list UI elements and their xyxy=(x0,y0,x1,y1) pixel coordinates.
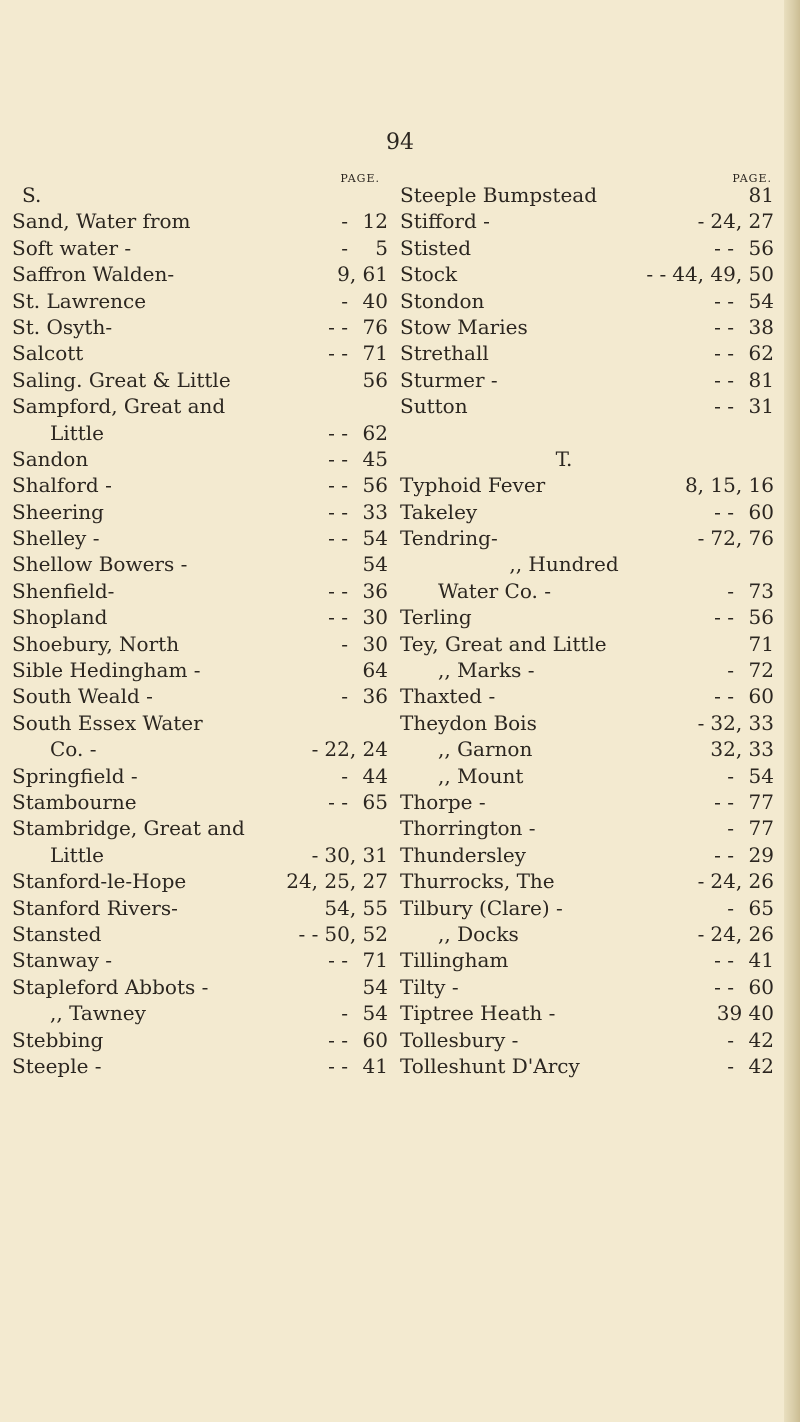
index-entry xyxy=(12,815,388,841)
entry-name: Shelley - xyxy=(12,526,100,551)
entry-name: Tillingham xyxy=(400,948,509,973)
index-entry xyxy=(12,895,388,921)
entry-name: Shoebury, North xyxy=(12,631,180,656)
index-entry xyxy=(400,736,774,762)
entry-leader: - - xyxy=(714,842,734,867)
entry-name: ,, Mount xyxy=(438,763,524,788)
entry-name: Thaxted - xyxy=(400,684,496,709)
index-entry xyxy=(12,525,388,551)
entry-pages: 50, 52 xyxy=(324,921,388,946)
index-entry xyxy=(12,868,388,894)
entry-leader: - - xyxy=(328,789,348,814)
entry-pages: 56 xyxy=(748,235,774,260)
entry-pages: 65 xyxy=(748,895,774,920)
index-entry xyxy=(12,763,388,789)
entry-name: Thundersley xyxy=(400,842,526,867)
entry-pages: 40 xyxy=(362,288,388,313)
entry-pages: 54 xyxy=(362,974,388,999)
entry-name: Stambridge, Great and xyxy=(12,816,245,841)
index-entry xyxy=(12,1000,388,1026)
index-entry xyxy=(400,604,774,630)
index-entry xyxy=(400,261,774,287)
entry-leader: - - xyxy=(328,446,348,471)
entry-name: Salcott xyxy=(12,341,84,366)
entry-pages: 60 xyxy=(748,974,774,999)
entry-leader: - xyxy=(311,737,319,762)
index-entry xyxy=(12,446,388,472)
index-entry xyxy=(12,710,388,736)
entry-leader: - xyxy=(727,763,734,788)
entry-name: Saling. Great & Little xyxy=(12,367,231,392)
entry-pages: 29 xyxy=(748,842,774,867)
entry-name: Tolleshunt D'Arcy xyxy=(400,1053,580,1078)
entry-pages: 30 xyxy=(362,631,388,656)
entry-leader: - xyxy=(697,526,705,551)
entry-name: Sheering xyxy=(12,499,104,524)
entry-leader: - - xyxy=(328,605,348,630)
entry-pages: 54 xyxy=(748,288,774,313)
entry-name: Tollesbury - xyxy=(400,1027,519,1052)
entry-name: Takeley xyxy=(400,499,478,524)
entry-name: ,, Garnon xyxy=(438,737,533,762)
entry-leader: - xyxy=(697,869,705,894)
index-entry xyxy=(400,895,774,921)
entry-leader: - - xyxy=(328,499,348,524)
entry-name: Stow Maries xyxy=(400,314,528,339)
index-entry xyxy=(12,736,388,762)
entry-leader: - xyxy=(697,209,705,234)
entry-pages: 54 xyxy=(748,763,774,788)
entry-name: T. xyxy=(555,446,573,471)
entry-leader: - xyxy=(341,763,348,788)
entry-name: South Essex Water xyxy=(12,710,203,735)
entry-name: Tiptree Heath - xyxy=(400,1001,556,1026)
entry-pages: 73 xyxy=(748,578,774,603)
page-column-label: PAGE. xyxy=(732,172,772,185)
entry-pages: 24, 25, 27 xyxy=(286,869,388,894)
entry-name: Little xyxy=(50,420,104,445)
entry-pages: 38 xyxy=(748,314,774,339)
entry-pages: 9, 61 xyxy=(337,262,388,287)
entry-pages: 60 xyxy=(748,684,774,709)
entry-name: Thorrington - xyxy=(400,816,536,841)
entry-leader: - xyxy=(341,684,348,709)
index-entry xyxy=(400,868,774,894)
entry-leader: - - xyxy=(714,235,734,260)
index-entry xyxy=(12,974,388,1000)
entry-name: Stanway - xyxy=(12,948,112,973)
index-entry xyxy=(400,393,774,419)
entry-pages: 65 xyxy=(362,789,388,814)
entry-pages: 60 xyxy=(362,1027,388,1052)
entry-name: Thurrocks, The xyxy=(400,869,555,894)
index-entry xyxy=(400,472,774,498)
entry-name: Shellow Bowers - xyxy=(12,552,188,577)
entry-leader: - - xyxy=(646,262,667,287)
entry-leader: - xyxy=(727,1053,734,1078)
entry-leader: - - xyxy=(328,1027,348,1052)
entry-leader: - xyxy=(341,288,348,313)
entry-name: Stock xyxy=(400,262,458,287)
entry-pages: 42 xyxy=(748,1053,774,1078)
entry-name: Steeple Bumpstead xyxy=(400,183,598,207)
entry-pages: 31 xyxy=(748,394,774,419)
entry-leader: - - xyxy=(714,684,734,709)
index-entry xyxy=(400,420,774,446)
entry-pages: 81 xyxy=(748,367,774,392)
entry-leader: - xyxy=(727,658,734,683)
entry-name: ,, Marks - xyxy=(438,658,535,683)
entry-pages: 24, 26 xyxy=(710,869,774,894)
entry-pages: 54 xyxy=(362,552,388,577)
entry-name: Strethall xyxy=(400,341,489,366)
entry-pages: 8, 15, 16 xyxy=(684,473,774,498)
index-entry xyxy=(400,499,774,525)
entry-leader: - - xyxy=(714,314,734,339)
index-entry xyxy=(12,340,388,366)
entry-name: Typhoid Fever xyxy=(400,473,546,498)
page-edge xyxy=(784,0,800,1422)
entry-name: Co. - xyxy=(50,737,97,762)
entry-pages: 54 xyxy=(362,1001,388,1026)
index-column-right xyxy=(400,172,774,1079)
entry-pages: 22, 24 xyxy=(324,737,388,762)
entry-pages: 56 xyxy=(362,367,388,392)
entry-pages: 41 xyxy=(362,1053,388,1078)
index-entry xyxy=(400,974,774,1000)
entry-name: Sible Hedingham - xyxy=(12,658,201,683)
entry-pages: 71 xyxy=(362,341,388,366)
index-entry xyxy=(400,235,774,261)
entry-pages: 56 xyxy=(748,605,774,630)
entry-pages: 32, 33 xyxy=(710,710,774,735)
entry-leader: - xyxy=(341,1001,348,1026)
index-entry xyxy=(400,842,774,868)
entry-leader: - - xyxy=(328,420,348,445)
entry-name: Stondon xyxy=(400,288,485,313)
page-column-label: PAGE. xyxy=(340,172,380,185)
entry-name: Springfield - xyxy=(12,763,138,788)
entry-pages: 62 xyxy=(362,420,388,445)
index-entry xyxy=(400,314,774,340)
index-entry xyxy=(400,288,774,314)
entry-name: Tilbury (Clare) - xyxy=(400,895,563,920)
index-entry xyxy=(12,499,388,525)
index-entry xyxy=(400,710,774,736)
entry-leader: - - xyxy=(714,789,734,814)
entry-name: Terling xyxy=(400,605,472,630)
index-entry xyxy=(12,1027,388,1053)
entry-pages: 39 40 xyxy=(716,1001,774,1026)
entry-leader: - - xyxy=(298,921,319,946)
entry-leader: - xyxy=(727,1027,734,1052)
entry-pages: 72 xyxy=(748,658,774,683)
entry-leader: - - xyxy=(328,473,348,498)
entry-pages: 36 xyxy=(362,684,388,709)
entry-leader: - - xyxy=(328,341,348,366)
index-entry xyxy=(12,921,388,947)
entry-name: Sandon xyxy=(12,446,89,471)
entry-pages: 45 xyxy=(362,446,388,471)
entry-pages: 56 xyxy=(362,473,388,498)
index-entry xyxy=(400,683,774,709)
entry-name: Saffron Walden- xyxy=(12,262,175,287)
index-entry xyxy=(12,1053,388,1079)
entry-name: ,, Docks xyxy=(438,921,519,946)
entry-name: Stifford - xyxy=(400,209,490,234)
entry-name: ,, Hundred xyxy=(509,552,619,577)
entry-name: St. Lawrence xyxy=(12,288,147,313)
entry-leader: - - xyxy=(714,499,734,524)
entry-name: Sutton xyxy=(400,394,468,419)
entry-leader: - - xyxy=(328,1053,348,1078)
entry-pages: 24, 26 xyxy=(710,921,774,946)
entry-pages: 71 xyxy=(748,631,774,656)
entry-leader: - xyxy=(341,235,348,260)
entry-leader: - - xyxy=(714,288,734,313)
index-entry xyxy=(12,683,388,709)
entry-leader: - - xyxy=(714,367,734,392)
entry-name: Stambourne xyxy=(12,789,137,814)
index-entry xyxy=(12,551,388,577)
entry-pages: 44, 49, 50 xyxy=(672,262,774,287)
entry-leader: - xyxy=(697,710,705,735)
entry-pages: 30 xyxy=(362,605,388,630)
index-entry xyxy=(12,420,388,446)
entry-pages: 12 xyxy=(362,209,388,234)
index-entry xyxy=(400,340,774,366)
entry-leader: - xyxy=(727,578,734,603)
entry-leader: - xyxy=(311,842,319,867)
entry-name: Tendring- xyxy=(400,526,498,551)
entry-name: S. xyxy=(22,183,42,207)
entry-pages: 64 xyxy=(362,658,388,683)
index-entry xyxy=(400,182,774,208)
entry-name: South Weald - xyxy=(12,684,153,709)
entry-leader: - - xyxy=(714,341,734,366)
entry-name: Stebbing xyxy=(12,1027,104,1052)
entry-pages: 81 xyxy=(748,183,774,207)
entry-pages: 24, 27 xyxy=(710,209,774,234)
entry-name: Sturmer - xyxy=(400,367,498,392)
entry-pages: 76 xyxy=(362,314,388,339)
entry-name: Tilty - xyxy=(400,974,459,999)
entry-name: Soft water - xyxy=(12,235,132,260)
entry-pages: 60 xyxy=(748,499,774,524)
entry-name: Sampford, Great and xyxy=(12,394,226,419)
entry-leader: - - xyxy=(328,314,348,339)
entry-leader: - - xyxy=(714,974,734,999)
entry-leader: - - xyxy=(328,578,348,603)
index-entry xyxy=(12,208,388,234)
entry-pages: 5 xyxy=(375,235,388,260)
index-entry xyxy=(12,842,388,868)
index-entry xyxy=(12,472,388,498)
entry-name: Stansted xyxy=(12,921,102,946)
index-entry xyxy=(400,921,774,947)
entry-name: Shalford - xyxy=(12,473,112,498)
entry-name: Tey, Great and Little xyxy=(400,631,607,656)
entry-name: Steeple - xyxy=(12,1053,102,1078)
entry-pages: 77 xyxy=(748,816,774,841)
index-entry xyxy=(400,1053,774,1079)
entry-name: Water Co. - xyxy=(438,578,551,603)
index-entry xyxy=(400,947,774,973)
entry-leader: - - xyxy=(714,605,734,630)
entry-pages: 36 xyxy=(362,578,388,603)
entry-leader: - - xyxy=(714,948,734,973)
entry-leader: - xyxy=(341,209,348,234)
index-entry xyxy=(12,288,388,314)
entry-leader: - - xyxy=(328,526,348,551)
index-entry xyxy=(12,947,388,973)
entry-pages: 54 xyxy=(362,526,388,551)
index-entry xyxy=(400,631,774,657)
entry-name: St. Osyth- xyxy=(12,314,113,339)
entry-pages: 44 xyxy=(362,763,388,788)
index-entry xyxy=(400,815,774,841)
index-entry xyxy=(12,235,388,261)
entry-name: Theydon Bois xyxy=(400,710,537,735)
entry-pages: 42 xyxy=(748,1027,774,1052)
page-number: 94 xyxy=(386,130,414,155)
index-entry xyxy=(12,604,388,630)
entry-name: Shenfield- xyxy=(12,578,115,603)
entry-pages: 41 xyxy=(748,948,774,973)
entry-name: ,, Tawney xyxy=(50,1001,146,1026)
index-entry xyxy=(12,789,388,815)
index-entry xyxy=(400,763,774,789)
entry-pages: 62 xyxy=(748,341,774,366)
entry-pages: 54, 55 xyxy=(324,895,388,920)
index-entry xyxy=(400,446,774,472)
entry-name: Stanford-le-Hope xyxy=(12,869,187,894)
entry-pages: 72, 76 xyxy=(710,526,774,551)
entry-leader: - - xyxy=(328,948,348,973)
index-entry xyxy=(400,789,774,815)
entry-name: Shopland xyxy=(12,605,108,630)
index-entry xyxy=(12,578,388,604)
entry-name: Stisted xyxy=(400,235,472,260)
entry-pages: 71 xyxy=(362,948,388,973)
index-entry xyxy=(12,393,388,419)
entry-leader: - xyxy=(727,816,734,841)
entry-pages: 32, 33 xyxy=(710,737,774,762)
index-entry xyxy=(400,578,774,604)
index-entry xyxy=(400,1027,774,1053)
entry-pages: 77 xyxy=(748,789,774,814)
index-entry xyxy=(400,367,774,393)
index-entry xyxy=(12,631,388,657)
index-entry xyxy=(400,208,774,234)
index-entry xyxy=(12,657,388,683)
entry-name: Sand, Water from xyxy=(12,209,191,234)
entry-leader: - xyxy=(727,895,734,920)
index-entry xyxy=(400,657,774,683)
entry-leader: - xyxy=(697,921,705,946)
entry-pages: 30, 31 xyxy=(324,842,388,867)
index-column-left xyxy=(12,172,388,1079)
index-entry xyxy=(400,525,774,551)
entry-leader: - - xyxy=(714,394,734,419)
entry-pages: 33 xyxy=(362,499,388,524)
entry-name: Stapleford Abbots - xyxy=(12,974,209,999)
entry-name: Thorpe - xyxy=(400,789,486,814)
index-entry xyxy=(12,367,388,393)
index-entry xyxy=(12,314,388,340)
index-entry xyxy=(400,551,774,577)
index-entry xyxy=(12,261,388,287)
index-entry xyxy=(12,182,388,208)
index-entry xyxy=(400,1000,774,1026)
entry-leader: - xyxy=(341,631,348,656)
entry-name: Little xyxy=(50,842,104,867)
entry-name: Stanford Rivers- xyxy=(12,895,178,920)
